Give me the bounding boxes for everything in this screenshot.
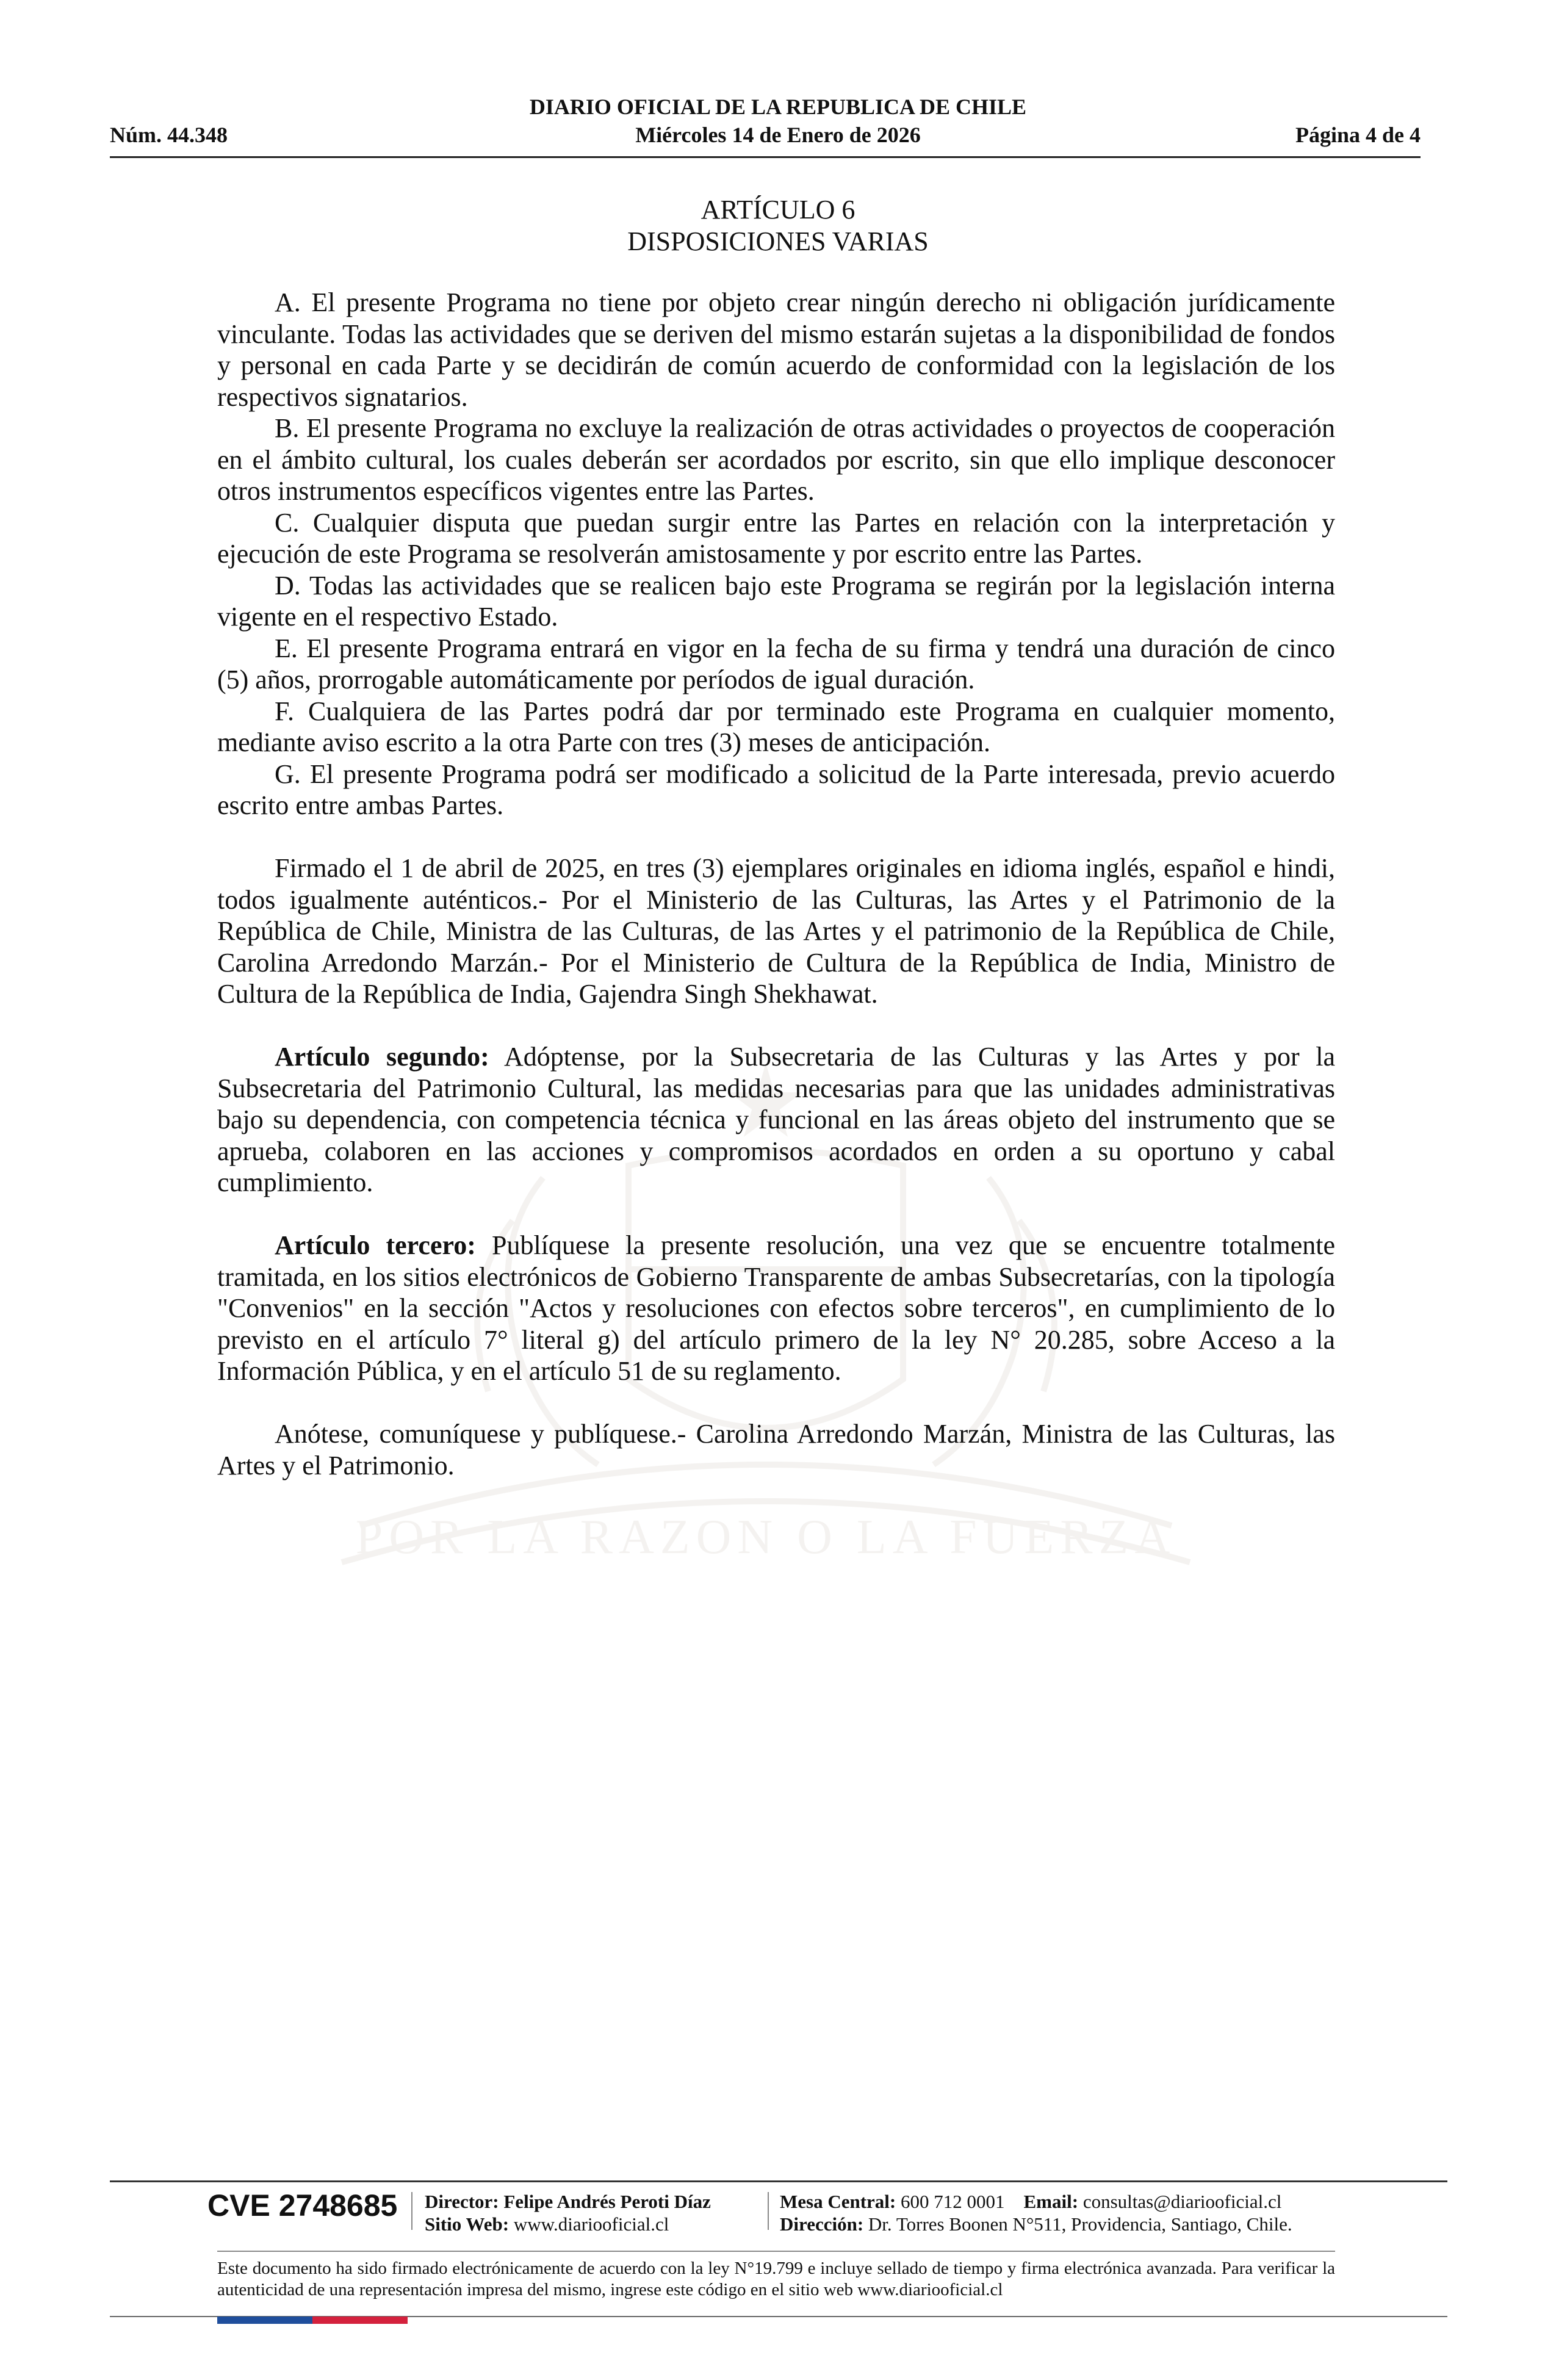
flag-stripe-red (312, 2317, 408, 2324)
footer-website (425, 2213, 669, 2235)
address-text: Dr. Torres Boonen N°511, Providencia, Santiago, Chile. (868, 2213, 1292, 2235)
footer-contact (780, 2191, 1281, 2213)
article-subheading: DISPOSICIONES VARIAS (627, 226, 929, 256)
director-label: Director: (425, 2191, 499, 2212)
flag-stripe-blue (217, 2317, 312, 2324)
clause-d: D. Todas las actividades que se realicen bajo este Programa se regirán por la legislación interna vigente en el respectivo Estado. (217, 570, 1335, 632)
clause-a: A. El presente Programa no tiene por objeto crear ningún derecho ni obligación jurídicamente vinculante. Todas las actividades que se deriven del mismo estarán sujetas a la disponibilidad de fondos y personal en cada Parte y se decidirán de común acuerdo de conformidad con la legislación de los respectivos signatarios. (217, 287, 1335, 412)
issue-date: Miércoles 14 de Enero de 2026 (635, 123, 921, 147)
address-label: Dirección: (780, 2213, 864, 2235)
clause-c: C. Cualquier disputa que puedan surgir entre las Partes en relación con la interpretación y ejecución de este Programa se resolverán amistosamente y por escrito entre las Partes. (217, 507, 1335, 569)
cve-code: CVE 2748685 (207, 2188, 398, 2223)
page-indicator: Página 4 de 4 (1295, 123, 1421, 147)
clause-f: F. Cualquiera de las Partes podrá dar por terminado este Programa en cualquier momento, mediante aviso escrito a la otra Parte con tres (3) meses de anticipación. (217, 696, 1335, 757)
newspaper-title: DIARIO OFICIAL DE LA REPUBLICA DE CHILE (529, 95, 1027, 119)
email-address[interactable]: consultas@diariooficial.cl (1082, 2191, 1282, 2212)
mesa-central-phone: 600 712 0001 (901, 2191, 1005, 2212)
articulo-segundo-text: Adóptense, por la Subsecretaria de las Culturas y las Artes y por la Subsecretaria del Patrimonio Cultural, las medidas necesarias para que las unidades administrativas bajo su dependencia, con competencia técnica y funcional en las áreas objeto del instrumento que se aprueba, colaboren en las acciones y compromisos acordados en orden a su oportuno y cabal cumplimiento. (217, 1042, 1336, 1197)
watermark-motto: POR LA RAZON O LA FUERZA (355, 1510, 1176, 1564)
signature-paragraph: Firmado el 1 de abril de 2025, en tres (3) ejemplares originales en idioma inglés, español e hindi, todos igualmente auténticos.- Por el Ministerio de las Culturas, las Artes y el Patrimonio de la República de Chile, Ministra de las Culturas, de las Artes y el patrimonio de la República de Chile, Carolina Arredondo Marzán.- Por el Ministerio de Cultura de la República de India, Ministro de Cultura de la República de India, Gajendra Singh Shekhawat. (217, 853, 1335, 1009)
website-label: Sitio Web: (425, 2213, 510, 2235)
articulo-tercero-label: Artículo tercero: (275, 1230, 476, 1260)
clause-e: E. El presente Programa entrará en vigor en la fecha de su firma y tendrá una duración de cinco (5) años, prorrogable automáticamente por períodos de igual duración. (217, 633, 1335, 694)
website-link[interactable]: www.diariooficial.cl (513, 2213, 669, 2235)
document-body (217, 287, 1335, 1481)
clause-b: B. El presente Programa no excluye la realización de otras actividades o proyectos de cooperación en el ámbito cultural, los cuales deberán ser acordados por escrito, sin que ello implique desconocer otros instrumentos específicos vigentes entre las Partes. (217, 413, 1335, 506)
email-label: Email: (1023, 2191, 1079, 2212)
clause-g: G. El presente Programa podrá ser modificado a solicitud de la Parte interesada, previo acuerdo escrito entre ambas Partes. (217, 759, 1335, 820)
articulo-segundo (217, 1041, 1335, 1199)
articulo-segundo-label: Artículo segundo: (275, 1042, 489, 1072)
article-heading: ARTÍCULO 6 (701, 195, 855, 225)
footer-separator (768, 2192, 769, 2230)
footer-separator (411, 2192, 412, 2230)
articulo-tercero-text: Publíquese la presente resolución, una vez que se encuentre totalmente tramitada, en los sitios electrónicos de Gobierno Transparente de ambas Subsecretarías, con la tipología "Convenios" en la sección "Actos y resoluciones con efectos sobre terceros", en cumplimiento de lo previsto en el artículo 7° literal g) del artículo primero de la ley N° 20.285, sobre Acceso a la Información Pública, y en el artículo 51 de su reglamento. (217, 1230, 1336, 1386)
closing-paragraph: Anótese, comuníquese y publíquese.- Carolina Arredondo Marzán, Ministra de las Culturas, las Artes y el Patrimonio. (217, 1419, 1335, 1480)
header-divider (110, 156, 1421, 158)
footer-director (425, 2191, 711, 2213)
electronic-signature-notice: Este documento ha sido firmado electrónicamente de acuerdo con la ley N°19.799 e incluye sellado de tiempo y firma electrónica avanzada. Para verificar la autenticidad de una representación impresa del mismo, ingrese este código en el sitio web www.diariooficial.cl (217, 2259, 1335, 2299)
footer-address (780, 2213, 1292, 2235)
articulo-tercero (217, 1230, 1335, 1387)
mesa-central-label: Mesa Central: (780, 2191, 896, 2212)
director-name: Felipe Andrés Peroti Díaz (503, 2191, 711, 2212)
issue-number: Núm. 44.348 (110, 123, 228, 147)
footer-divider-top (110, 2180, 1447, 2182)
footer-divider-mid (217, 2251, 1335, 2252)
